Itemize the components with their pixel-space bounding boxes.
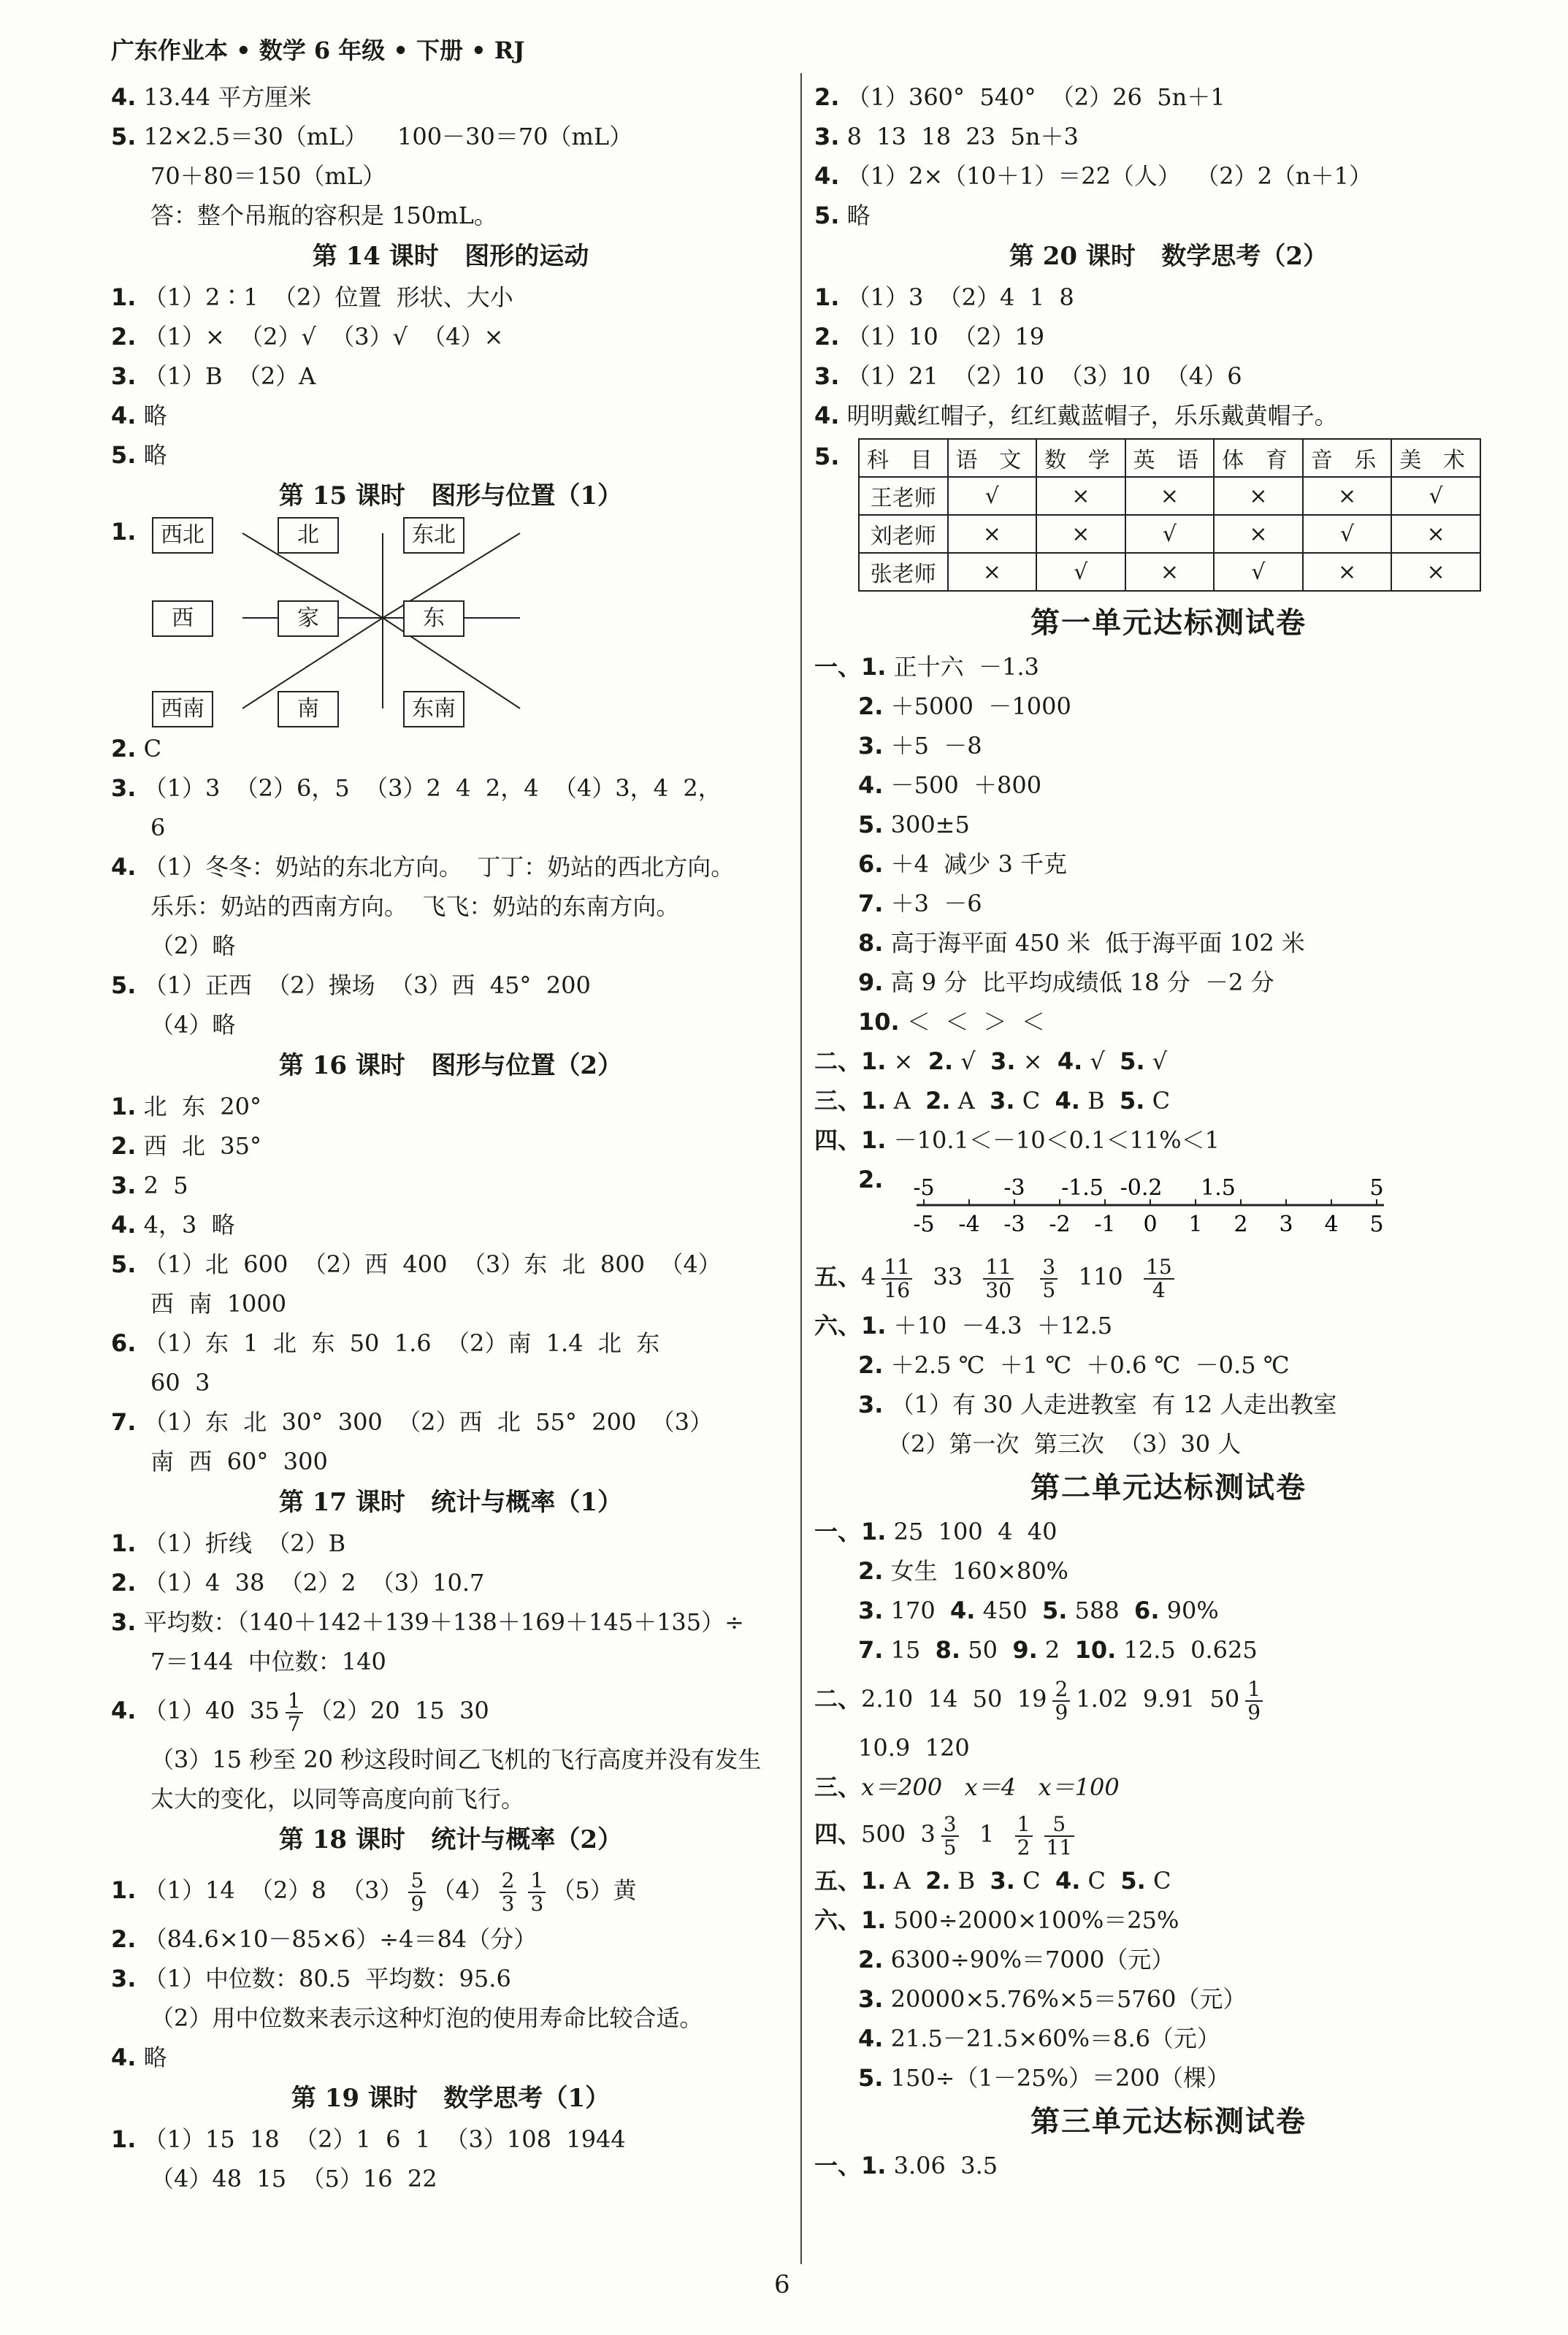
answer-line: 5. 300±5 xyxy=(858,811,970,838)
answer-line: 3. 平均数：（140＋142＋139＋138＋169＋145＋135）÷ xyxy=(111,1608,744,1636)
answer-line: （3）15 秒至 20 秒这段时间乙飞机的飞行高度并没有发生 xyxy=(150,1746,762,1773)
number-line-bottom-label: 5 xyxy=(1369,1212,1384,1237)
table-cell: × xyxy=(1303,553,1392,591)
answer-line: 4. 13.44 平方厘米 xyxy=(111,83,312,111)
number-line-point-label: -1.5 xyxy=(1061,1175,1104,1201)
answer-line: 2. 6300÷90%＝7000（元） xyxy=(858,1946,1175,1973)
answer-line: 3. 8 13 18 23 5n＋3 xyxy=(814,123,1079,150)
answer-line: 3. （1）21 （2）10 （3）10 （4）6 xyxy=(814,362,1242,390)
answer-line: 6 xyxy=(150,814,166,841)
number-line-bottom-label: -2 xyxy=(1049,1212,1071,1237)
answer-line: 三、x＝200 x＝4 x＝100 xyxy=(814,1773,1120,1801)
answer-line: （4）略 xyxy=(150,1011,236,1039)
answer-line: 3. （1）B （2）A xyxy=(111,362,316,390)
answer-line: 2. C xyxy=(111,735,162,763)
answer-line: 2. ＋2.5 ℃ ＋1 ℃ ＋0.6 ℃ －0.5 ℃ xyxy=(858,1351,1290,1379)
answer-line: （2）略 xyxy=(150,932,236,960)
answer-line: 1. （1）折线 （2）B xyxy=(111,1529,346,1557)
table-header-cell: 语 文 xyxy=(948,439,1037,477)
answer-line: （2）第一次 第三次 （3）30 人 xyxy=(887,1430,1242,1458)
answer-line: 三、1. A 2. A 3. C 4. B 5. C xyxy=(814,1087,1171,1115)
question-number: 2. xyxy=(858,1166,884,1193)
answer-line: 1. 北 东 20° xyxy=(111,1093,262,1120)
table-header-cell: 体 育 xyxy=(1214,439,1303,477)
table-cell: × xyxy=(1036,477,1125,515)
direction-nw: 西北 xyxy=(152,517,213,554)
section-title: 第 18 课时 统计与概率（2） xyxy=(278,1825,623,1854)
table-cell: 刘老师 xyxy=(859,515,948,553)
table-cell: × xyxy=(1214,477,1303,515)
number-line-bottom-label: 4 xyxy=(1324,1212,1339,1237)
answer-line: 五、1. A 2. B 3. C 4. C 5. C xyxy=(814,1867,1171,1895)
page-header: 广东作业本 • 数学 6 年级 • 下册 • RJ xyxy=(111,37,525,64)
answer-line: 南 西 60° 300 xyxy=(150,1448,328,1475)
fraction: $\frac{1}{3}$ xyxy=(528,1870,546,1915)
table-cell: 王老师 xyxy=(859,477,948,515)
unit-test-title: 第三单元达标测试卷 xyxy=(1030,2104,1307,2139)
fraction: $\frac{2}{3}$ xyxy=(500,1870,517,1915)
answer-line: 四、500 3 $\frac{3}{5}$ 1 $\frac{1}{2}$ $\frac{5}{11}$ xyxy=(814,1807,1523,1861)
subject-table-wrap xyxy=(814,435,1523,599)
fraction: $\frac{1}{7}$ xyxy=(286,1690,303,1735)
answer-line: 3. 20000×5.76%×5＝5760（元） xyxy=(858,1985,1247,2013)
answer-line: 4. 略 xyxy=(111,2044,167,2071)
table-cell: × xyxy=(1391,553,1480,591)
page-number: 6 xyxy=(774,2270,790,2299)
answer-line: 一、1. 3.06 3.5 xyxy=(814,2152,998,2179)
table-row xyxy=(859,515,1480,553)
answer-line: 8. 高于海平面 450 米 低于海平面 102 米 xyxy=(858,929,1305,957)
answer-line: 3. （1）中位数：80.5 平均数：95.6 xyxy=(111,1965,511,1992)
unit-test-title: 第一单元达标测试卷 xyxy=(1030,605,1307,640)
table-row xyxy=(859,477,1480,515)
table-cell: √ xyxy=(948,477,1037,515)
direction-s: 南 xyxy=(278,691,339,727)
answer-line: 1. （1）3 （2）4 1 8 xyxy=(814,283,1074,311)
table-cell: × xyxy=(1125,477,1215,515)
answer-line: 一、1. 正十六 －1.3 xyxy=(814,653,1039,681)
answer-line: 9. 高 9 分 比平均成绩低 18 分 －2 分 xyxy=(858,968,1274,996)
fraction: $\frac{5}{9}$ xyxy=(408,1870,426,1915)
answer-line: （2）用中位数来表示这种灯泡的使用寿命比较合适。 xyxy=(150,2004,703,2032)
answer-line: 4. （1）冬冬：奶站的东北方向。 丁丁：奶站的西北方向。 xyxy=(111,853,735,881)
answer-line: 7. 15 8. 50 9. 2 10. 12.5 0.625 xyxy=(858,1636,1258,1664)
section-title: 第 19 课时 数学思考（1） xyxy=(291,2084,611,2113)
number-line xyxy=(814,1160,1472,1247)
number-line-point-label: -5 xyxy=(913,1175,935,1201)
answer-line: 5. （1）正西 （2）操场 （3）西 45° 200 xyxy=(111,971,591,999)
fraction: $\frac{1}{9}$ xyxy=(1245,1678,1263,1724)
direction-ne: 东北 xyxy=(403,517,464,554)
number-line-point-label: 5 xyxy=(1369,1175,1384,1201)
answer-line: 5. （1）北 600 （2）西 400 （3）东 北 800 （4） xyxy=(111,1250,722,1278)
answer-line: 2. 女生 160×80% xyxy=(858,1557,1068,1585)
answer-line: 3. 170 4. 450 5. 588 6. 90% xyxy=(858,1597,1219,1624)
table-header-row xyxy=(859,439,1480,477)
answer-line: 二、2.10 14 50 19 $\frac{2}{9}$ 1.02 9.91 50 $\frac{1}{9}$ xyxy=(814,1670,1523,1728)
table-cell: √ xyxy=(1391,477,1480,515)
answer-line: 4. （1）2×（10＋1）＝22（人） （2）2（n＋1） xyxy=(814,162,1372,190)
number-line-bottom-label: 0 xyxy=(1143,1212,1158,1237)
number-line-bottom-label: -5 xyxy=(913,1212,935,1237)
fraction: $\frac{3}{5}$ xyxy=(941,1814,959,1859)
table-cell: × xyxy=(1214,515,1303,553)
table-cell: × xyxy=(1303,477,1392,515)
number-line-point-label: 1.5 xyxy=(1201,1175,1236,1201)
answer-line: 2. （1）360° 540° （2）26 5n＋1 xyxy=(814,83,1225,111)
number-line-question xyxy=(814,1160,1523,1247)
answer-line: 2. ＋5000 －1000 xyxy=(858,692,1071,720)
answer-line: 4. 略 xyxy=(111,402,167,429)
answer-line: 四、1. －10.1＜－10＜0.1＜11%＜1 xyxy=(814,1126,1220,1154)
answer-line: 4. 4，3 略 xyxy=(111,1211,235,1239)
answer-line: 六、1. ＋10 －4.3 ＋12.5 xyxy=(814,1312,1113,1340)
answer-line: 答：整个吊瓶的容积是 150mL。 xyxy=(150,202,497,229)
answer-line: 7＝144 中位数：140 xyxy=(150,1648,386,1675)
table-cell: 张老师 xyxy=(859,553,948,591)
answer-line: 5. 150÷（1－25%）＝200（棵） xyxy=(858,2064,1231,2092)
table-cell: × xyxy=(948,515,1037,553)
direction-sw: 西南 xyxy=(152,691,213,727)
table-cell: √ xyxy=(1036,553,1125,591)
section-title: 第 16 课时 图形与位置（2） xyxy=(278,1051,623,1080)
column-divider xyxy=(800,73,802,2264)
table-cell: × xyxy=(1036,515,1125,553)
direction-se: 东南 xyxy=(403,691,464,727)
direction-w: 西 xyxy=(152,600,213,637)
direction-e: 东 xyxy=(403,600,464,637)
answer-line: 4. 21.5－21.5×60%＝8.6（元） xyxy=(858,2025,1220,2052)
answer-line: 1. （1）2∶1 （2）位置 形状、大小 xyxy=(111,283,513,311)
fraction: $\frac{2}{9}$ xyxy=(1052,1678,1070,1724)
compass-diagram xyxy=(111,517,790,729)
answer-line: 5. 略 xyxy=(814,202,871,229)
compass-center: 家 xyxy=(278,600,339,637)
fraction: $\frac{11}{30}$ xyxy=(983,1256,1014,1302)
answer-line: 太大的变化，以同等高度向前飞行。 xyxy=(150,1785,525,1813)
answer-line: 4. －500 ＋800 xyxy=(858,771,1042,799)
answer-line: 2. （1）4 38 （2）2 （3）10.7 xyxy=(111,1569,485,1597)
question-number: 5. xyxy=(814,443,840,470)
fraction: $\frac{11}{16}$ xyxy=(881,1256,912,1302)
table-header-cell: 美 术 xyxy=(1391,439,1480,477)
number-line-point-label: -0.2 xyxy=(1120,1175,1163,1201)
direction-n: 北 xyxy=(278,517,339,554)
answer-line: 4. 明明戴红帽子，红红戴蓝帽子，乐乐戴黄帽子。 xyxy=(814,402,1338,429)
answer-line: 乐乐：奶站的西南方向。 飞飞：奶站的东南方向。 xyxy=(150,893,680,920)
answer-line: 10.9 120 xyxy=(858,1734,970,1762)
table-cell: √ xyxy=(1303,515,1392,553)
number-line-bottom-label: 3 xyxy=(1279,1212,1293,1237)
answer-line: 7. （1）东 北 30° 300 （2）西 北 55° 200 （3） xyxy=(111,1408,714,1436)
answer-line: 1. （1）14 （2）8 （3） $\frac{5}{9}$ （4） $\frac{2}{3}$ $\frac{1}{3}$ （5）黄 xyxy=(111,1868,637,1916)
fraction: $\frac{3}{5}$ xyxy=(1040,1256,1058,1302)
table-cell: × xyxy=(1125,553,1215,591)
answer-line: （4）48 15 （5）16 22 xyxy=(150,2165,437,2193)
section-title: 第 15 课时 图形与位置（1） xyxy=(278,481,623,511)
answer-line: 2. （1）10 （2）19 xyxy=(814,323,1045,351)
answer-line: 6. （1）东 1 北 东 50 1.6 （2）南 1.4 北 东 xyxy=(111,1329,660,1357)
number-line-bottom-label: 1 xyxy=(1188,1212,1203,1237)
answer-line: 3. （1）有 30 人走进教室 有 12 人走出教室 xyxy=(858,1391,1337,1418)
number-line-bottom-label: -3 xyxy=(1003,1212,1025,1237)
unit-test-title: 第二单元达标测试卷 xyxy=(1030,1470,1307,1505)
answer-line: 2. 西 北 35° xyxy=(111,1132,262,1160)
fraction: $\frac{1}{2}$ xyxy=(1015,1814,1033,1859)
answer-line: 西 南 1000 xyxy=(150,1290,287,1318)
answer-line: 3. ＋5 －8 xyxy=(858,732,982,760)
table-header-cell: 英 语 xyxy=(1125,439,1215,477)
section-title: 第 17 课时 统计与概率（1） xyxy=(278,1488,623,1517)
table-cell: × xyxy=(1391,515,1480,553)
section-title: 第 20 课时 数学思考（2） xyxy=(1009,242,1328,271)
table-header-cell: 音 乐 xyxy=(1303,439,1392,477)
right-column xyxy=(814,77,1523,2185)
fraction: $\frac{15}{4}$ xyxy=(1144,1256,1174,1302)
answer-line: 70＋80＝150（mL） xyxy=(150,162,386,190)
answer-line: 一、1. 25 100 4 40 xyxy=(814,1518,1058,1545)
table-cell: √ xyxy=(1214,553,1303,591)
subject-table xyxy=(858,438,1481,592)
table-row xyxy=(859,553,1480,591)
answer-line: 六、1. 500÷2000×100%＝25% xyxy=(814,1906,1179,1934)
answer-line: 2. （1）× （2）√ （3）√ （4）× xyxy=(111,323,504,351)
left-column xyxy=(111,77,790,2198)
answer-line: 60 3 xyxy=(150,1369,210,1396)
number-line-bottom-label: 2 xyxy=(1234,1212,1248,1237)
table-cell: × xyxy=(948,553,1037,591)
question-number: 1. xyxy=(111,518,137,546)
table-header-cell: 数 学 xyxy=(1036,439,1125,477)
table-header-cell: 科 目 xyxy=(859,439,948,477)
answer-line: 五、4 $\frac{11}{16}$ 33 $\frac{11}{30}$ $\frac{3}{5}$ 110 $\frac{15}{4}$ xyxy=(814,1247,1523,1306)
answer-line: 5. 12×2.5＝30（mL） 100－30＝70（mL） xyxy=(111,123,633,150)
number-line-bottom-label: -1 xyxy=(1094,1212,1116,1237)
answer-line: 3. 2 5 xyxy=(111,1172,188,1199)
table-cell: √ xyxy=(1125,515,1215,553)
answer-line: 5. 略 xyxy=(111,441,167,469)
answer-line: 4. （1）40 35 $\frac{1}{7}$ （2）20 15 30 xyxy=(111,1688,489,1736)
answer-line: 1. （1）15 18 （2）1 6 1 （3）108 1944 xyxy=(111,2125,626,2153)
answer-line: 2. （84.6×10－85×6）÷4＝84（分） xyxy=(111,1925,538,1953)
answer-line: 7. ＋3 －6 xyxy=(858,890,982,917)
answer-line: 二、1. × 2. √ 3. × 4. √ 5. √ xyxy=(814,1047,1168,1075)
answer-line: 6. ＋4 减少 3 千克 xyxy=(858,850,1068,878)
answer-line: 3. （1）3 （2）6，5 （3）2 4 2，4 （4）3，4 2， xyxy=(111,774,722,802)
section-title: 第 14 课时 图形的运动 xyxy=(312,242,589,271)
number-line-bottom-label: -4 xyxy=(958,1212,980,1237)
answer-line: 10. ＜ ＜ ＞ ＜ xyxy=(858,1008,1045,1036)
number-line-point-label: -3 xyxy=(1003,1175,1025,1201)
fraction: $\frac{5}{11}$ xyxy=(1044,1814,1075,1859)
